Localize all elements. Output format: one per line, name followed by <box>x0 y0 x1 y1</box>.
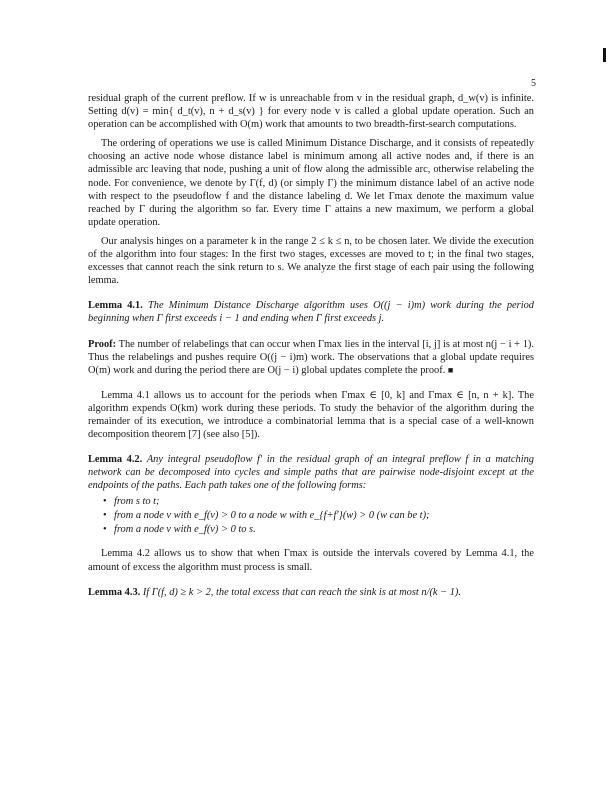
page-edge-mark <box>603 48 606 62</box>
paragraph-minimum-distance-discharge: The ordering of operations we use is called Minimum Distance Discharge, and it consists of repeatedly choosing an active node whose distance label is minimum among all active nodes and, if there is an admissible arc leaving that node, pushing a unit of flow along the admissible arc, otherwise relabeling the node. For convenience, we denote by Γ(f, d) (or simply Γ) the minimum distance label of an active node with respect to the pseudoflow f and the distance labeling d. We let Γmax denote the maximum value reached by Γ during the algorithm so far. Every time Γ attains a new maximum, we perform a global update operation. <box>88 138 534 228</box>
page-content <box>88 92 534 611</box>
lemma-4-1-statement: The Minimum Distance Discharge algorithm uses O((j − i)m) work during the period beginning when Γ first exceeds i − 1 and ending when Γ first exceeds j. <box>88 300 534 325</box>
lemma-4-2 <box>88 453 534 492</box>
path-form-item: • from a node v with e_f(v) > 0 to a node w with e_{f+f′}(w) > 0 (w can be t); <box>114 509 534 523</box>
lemma-4-1-label: Lemma 4.1. <box>88 300 143 312</box>
path-form-item: • from s to t; <box>114 495 534 509</box>
lemma-4-1 <box>88 299 534 325</box>
lemma-4-3-label: Lemma 4.3. <box>88 586 141 598</box>
paragraph-residual-graph: residual graph of the current preflow. If w is unreachable from v in the residual graph, d_w(v) is infinite. Setting d(v) = min{ d_t(v), n + d_s(v) } for every node v is called a global update operation. Such an operation can be accomplished with O(m) work that amounts to two breadth-first-search computations. <box>88 93 534 131</box>
qed-symbol: ■ <box>447 364 454 375</box>
lemma-4-3-statement: If Γ(f, d) ≥ k > 2, the total excess that can reach the sink is at most n/(k − 1). <box>142 586 461 598</box>
path-form-item: • from a node v with e_f(v) > 0 to s. <box>114 523 534 537</box>
proof-text: The number of relabelings that can occur when Γmax lies in the interval [i, j] is at most n(j − i + 1). Thus the relabelings and pushes require O((j − i)m) work. The observations that a global update requires O(m) work and during the period there are O(j − i) global updates complete the proof. <box>88 338 534 376</box>
proof-lemma-4-1 <box>88 338 534 377</box>
paragraph-lemma-4-2-usage: Lemma 4.2 allows us to show that when Γmax is outside the intervals covered by Lemma 4.1, the amount of excess the algorithm must process is small. <box>88 548 534 573</box>
proof-label: Proof: <box>88 338 117 350</box>
paragraph-analysis-stages: Our analysis hinges on a parameter k in the range 2 ≤ k ≤ n, to be chosen later. We divide the execution of the algorithm into four stages: In the first two stages, excesses are moved to t; in the final two stages, excesses that cannot reach the sink return to s. We analyze the first stage of each pair using the following lemma. <box>88 235 534 287</box>
lemma-4-3 <box>88 586 534 599</box>
lemma-4-2-statement: Any integral pseudoflow f′ in the residual graph of an integral preflow f in a matching network can be decomposed into cycles and simple paths that are pairwise node-disjoint except at the endpoints of the paths. Each path takes one of the following forms: <box>88 454 535 492</box>
paragraph-lemma-4-1-usage: Lemma 4.1 allows us to account for the periods when Γmax ∈ [0, k] and Γmax ∈ [n, n + k]. The algorithm expends O(km) work during these periods. To study the behavior of the algorithm during the remainder of its execution, we introduce a combinatorial lemma that is a special case of a well-known decomposition theorem [7] (see also [5]). <box>88 389 534 441</box>
page-number: 5 <box>531 78 536 89</box>
path-forms-list <box>88 495 534 537</box>
lemma-4-2-label: Lemma 4.2. <box>88 454 143 466</box>
